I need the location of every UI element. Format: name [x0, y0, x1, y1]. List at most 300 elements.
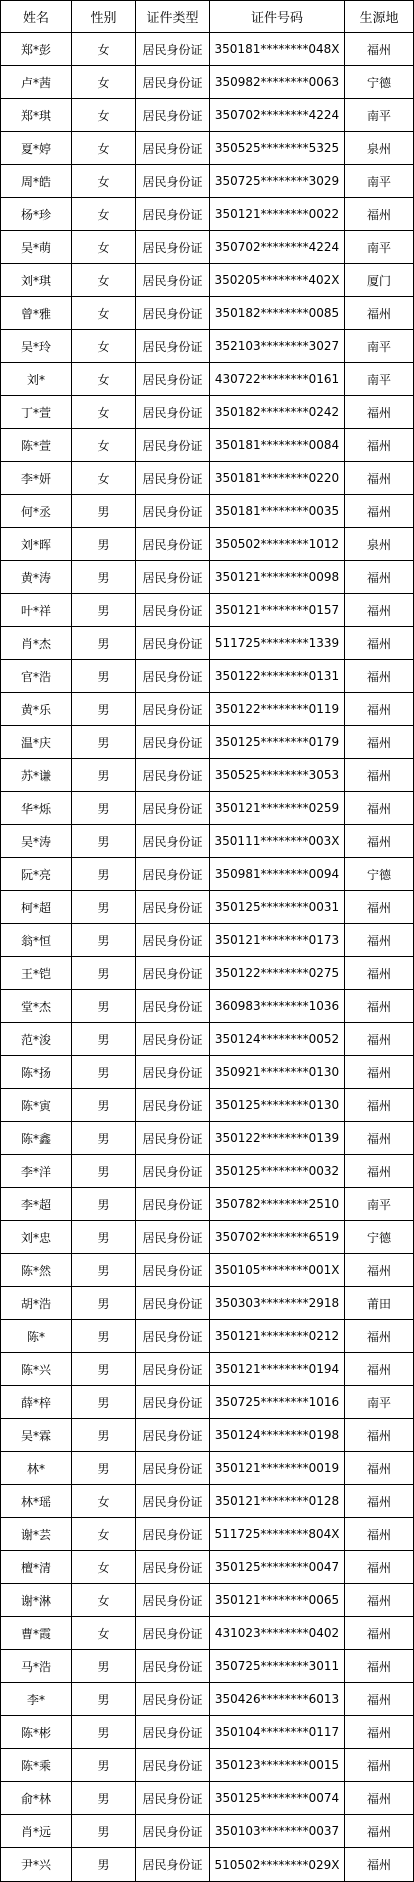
cell-origin: 福州 — [366, 1791, 391, 1806]
cell-name: 叶*祥 — [1, 594, 72, 626]
cell-id-number: 350121********0128 — [210, 1485, 345, 1517]
header-name: 姓名 — [1, 1, 72, 32]
cell-id-type: 居民身份证 — [136, 1683, 210, 1715]
cell-id-number: 350121********0022 — [210, 198, 345, 230]
cell-gender: 男 — [72, 759, 136, 791]
cell-gender: 男 — [72, 924, 136, 956]
cell-name: 谢*芸 — [1, 1518, 72, 1550]
cell-gender: 男 — [72, 1254, 136, 1286]
cell-name: 陈*兴 — [1, 1353, 72, 1385]
cell-gender: 女 — [72, 165, 136, 197]
cell-name: 吴*萌 — [1, 231, 72, 263]
cell-id-type: 居民身份证 — [136, 792, 210, 824]
cell-origin: 福州 — [366, 570, 391, 585]
cell-origin: 福州 — [366, 1758, 391, 1773]
cell-name: 李*洋 — [1, 1155, 72, 1187]
cell-id-number: 350111********003X — [210, 825, 345, 857]
cell-id-type: 居民身份证 — [136, 297, 210, 329]
table-row — [1, 627, 413, 660]
cell-id-type: 居民身份证 — [136, 33, 210, 65]
table-row — [1, 1716, 413, 1749]
cell-id-type: 居民身份证 — [136, 1254, 210, 1286]
cell-id-type: 居民身份证 — [136, 132, 210, 164]
cell-origin: 福州 — [366, 735, 391, 750]
header-id-type: 证件类型 — [136, 1, 210, 32]
cell-origin: 福州 — [366, 405, 391, 420]
cell-name: 肖*杰 — [1, 627, 72, 659]
cell-name: 林*瑶 — [1, 1485, 72, 1517]
cell-gender: 男 — [72, 1650, 136, 1682]
table-row — [1, 1287, 413, 1320]
cell-name: 檀*清 — [1, 1551, 72, 1583]
cell-id-number: 350182********0085 — [210, 297, 345, 329]
cell-gender: 男 — [72, 1089, 136, 1121]
cell-id-type: 居民身份证 — [136, 990, 210, 1022]
table-row — [1, 1815, 413, 1848]
cell-id-type: 居民身份证 — [136, 1353, 210, 1385]
cell-origin: 福州 — [366, 42, 391, 57]
cell-gender: 女 — [72, 264, 136, 296]
cell-origin: 福州 — [366, 1428, 391, 1443]
cell-id-type: 居民身份证 — [136, 1452, 210, 1484]
cell-id-type: 居民身份证 — [136, 660, 210, 692]
cell-id-number: 350121********0194 — [210, 1353, 345, 1385]
cell-origin: 南平 — [366, 372, 391, 387]
cell-id-type: 居民身份证 — [136, 561, 210, 593]
table-row — [1, 693, 413, 726]
cell-name: 陈*萱 — [1, 429, 72, 461]
cell-gender: 女 — [72, 198, 136, 230]
cell-origin: 泉州 — [366, 141, 391, 156]
table-row — [1, 1650, 413, 1683]
cell-gender: 男 — [72, 1716, 136, 1748]
cell-origin: 福州 — [366, 1494, 391, 1509]
table-row — [1, 990, 413, 1023]
table-row — [1, 528, 413, 561]
cell-id-type: 居民身份证 — [136, 1122, 210, 1154]
table-row — [1, 1089, 413, 1122]
table-row — [1, 1749, 413, 1782]
table-row — [1, 957, 413, 990]
cell-id-type: 居民身份证 — [136, 1518, 210, 1550]
table-row — [1, 66, 413, 99]
cell-gender: 男 — [72, 1056, 136, 1088]
cell-id-number: 350725********1016 — [210, 1386, 345, 1418]
cell-id-type: 居民身份证 — [136, 1419, 210, 1451]
cell-origin: 福州 — [366, 1527, 391, 1542]
cell-name: 卢*茜 — [1, 66, 72, 98]
cell-id-type: 居民身份证 — [136, 594, 210, 626]
cell-name: 柯*超 — [1, 891, 72, 923]
cell-name: 丁*萱 — [1, 396, 72, 428]
cell-id-number: 350124********0052 — [210, 1023, 345, 1055]
cell-gender: 女 — [72, 33, 136, 65]
cell-id-number: 350105********001X — [210, 1254, 345, 1286]
table-row — [1, 198, 413, 231]
table-row — [1, 858, 413, 891]
header-gender: 性别 — [72, 1, 136, 32]
cell-name: 何*丞 — [1, 495, 72, 527]
cell-origin: 福州 — [366, 1263, 391, 1278]
cell-name: 薛*梓 — [1, 1386, 72, 1418]
cell-id-number: 350525********5325 — [210, 132, 345, 164]
cell-origin: 福州 — [366, 603, 391, 618]
cell-name: 黄*乐 — [1, 693, 72, 725]
cell-name: 胡*浩 — [1, 1287, 72, 1319]
cell-id-type: 居民身份证 — [136, 198, 210, 230]
cell-id-number: 350124********0198 — [210, 1419, 345, 1451]
cell-name: 温*庆 — [1, 726, 72, 758]
cell-origin: 福州 — [366, 1362, 391, 1377]
cell-id-type: 居民身份证 — [136, 99, 210, 131]
cell-id-number: 431023********0402 — [210, 1617, 345, 1649]
cell-gender: 男 — [72, 957, 136, 989]
cell-id-number: 350702********6519 — [210, 1221, 345, 1253]
cell-id-type: 居民身份证 — [136, 1386, 210, 1418]
cell-id-number: 350921********0130 — [210, 1056, 345, 1088]
cell-id-number: 352103********3027 — [210, 330, 345, 362]
cell-id-type: 居民身份证 — [136, 231, 210, 263]
cell-id-number: 350982********0063 — [210, 66, 345, 98]
cell-id-type: 居民身份证 — [136, 1617, 210, 1649]
cell-name: 刘*晖 — [1, 528, 72, 560]
cell-name: 翁*恒 — [1, 924, 72, 956]
cell-name: 堂*杰 — [1, 990, 72, 1022]
cell-origin: 福州 — [366, 1593, 391, 1608]
cell-id-type: 居民身份证 — [136, 66, 210, 98]
cell-gender: 女 — [72, 363, 136, 395]
cell-origin: 福州 — [366, 999, 391, 1014]
cell-gender: 男 — [72, 1221, 136, 1253]
cell-id-type: 居民身份证 — [136, 1188, 210, 1220]
cell-origin: 福州 — [366, 306, 391, 321]
cell-name: 林* — [1, 1452, 72, 1484]
cell-id-number: 350121********0212 — [210, 1320, 345, 1352]
cell-id-number: 350121********0173 — [210, 924, 345, 956]
cell-gender: 男 — [72, 1848, 136, 1881]
cell-origin: 福州 — [366, 669, 391, 684]
cell-name: 陈*寅 — [1, 1089, 72, 1121]
cell-id-type: 居民身份证 — [136, 1023, 210, 1055]
cell-name: 陈*彬 — [1, 1716, 72, 1748]
cell-id-type: 居民身份证 — [136, 1287, 210, 1319]
cell-origin: 福州 — [366, 438, 391, 453]
table-row — [1, 1683, 413, 1716]
cell-id-number: 350725********3011 — [210, 1650, 345, 1682]
table-row — [1, 660, 413, 693]
cell-gender: 男 — [72, 660, 136, 692]
cell-origin: 福州 — [366, 834, 391, 849]
table-row — [1, 1254, 413, 1287]
cell-origin: 福州 — [366, 1065, 391, 1080]
table-row — [1, 924, 413, 957]
cell-name: 夏*婷 — [1, 132, 72, 164]
table-row — [1, 1452, 413, 1485]
cell-gender: 女 — [72, 132, 136, 164]
table-row — [1, 1617, 413, 1650]
cell-gender: 男 — [72, 726, 136, 758]
cell-gender: 男 — [72, 1353, 136, 1385]
cell-name: 曾*雅 — [1, 297, 72, 329]
cell-id-number: 350782********2510 — [210, 1188, 345, 1220]
cell-id-number: 350725********3029 — [210, 165, 345, 197]
cell-id-number: 350122********0275 — [210, 957, 345, 989]
cell-origin: 福州 — [366, 636, 391, 651]
cell-origin: 福州 — [366, 900, 391, 915]
cell-id-type: 居民身份证 — [136, 1485, 210, 1517]
table-row — [1, 1221, 413, 1254]
cell-id-type: 居民身份证 — [136, 1056, 210, 1088]
cell-id-number: 350981********0094 — [210, 858, 345, 890]
cell-gender: 女 — [72, 396, 136, 428]
table-row — [1, 297, 413, 330]
table-row — [1, 759, 413, 792]
cell-id-number: 350182********0242 — [210, 396, 345, 428]
cell-id-number: 350702********4224 — [210, 99, 345, 131]
cell-origin: 福州 — [366, 1131, 391, 1146]
table-row — [1, 1584, 413, 1617]
cell-id-number: 350181********0084 — [210, 429, 345, 461]
cell-origin: 厦门 — [366, 273, 391, 288]
cell-name: 陈*扬 — [1, 1056, 72, 1088]
cell-id-type: 居民身份证 — [136, 363, 210, 395]
cell-id-number: 350181********0220 — [210, 462, 345, 494]
table-row — [1, 1848, 413, 1881]
cell-id-type: 居民身份证 — [136, 1782, 210, 1814]
cell-id-number: 350123********0015 — [210, 1749, 345, 1781]
table-row — [1, 231, 413, 264]
header-origin: 生源地 — [359, 11, 399, 26]
cell-origin: 福州 — [366, 966, 391, 981]
cell-gender: 男 — [72, 528, 136, 560]
cell-origin: 福州 — [366, 471, 391, 486]
cell-origin: 福州 — [366, 1098, 391, 1113]
cell-id-number: 350122********0119 — [210, 693, 345, 725]
cell-name: 俞*林 — [1, 1782, 72, 1814]
cell-gender: 男 — [72, 792, 136, 824]
cell-gender: 男 — [72, 1320, 136, 1352]
cell-id-type: 居民身份证 — [136, 726, 210, 758]
cell-origin: 宁德 — [366, 75, 391, 90]
cell-id-type: 居民身份证 — [136, 1584, 210, 1616]
cell-origin: 福州 — [366, 1032, 391, 1047]
cell-id-number: 350122********0139 — [210, 1122, 345, 1154]
table-row — [1, 264, 413, 297]
cell-id-number: 350122********0131 — [210, 660, 345, 692]
table-row — [1, 825, 413, 858]
cell-origin: 泉州 — [366, 537, 391, 552]
table-row — [1, 1023, 413, 1056]
cell-gender: 男 — [72, 1122, 136, 1154]
cell-origin: 南平 — [366, 339, 391, 354]
cell-id-number: 350502********1012 — [210, 528, 345, 560]
cell-name: 郑*琪 — [1, 99, 72, 131]
cell-gender: 男 — [72, 891, 136, 923]
cell-id-number: 350121********0157 — [210, 594, 345, 626]
cell-origin: 福州 — [366, 1692, 391, 1707]
cell-id-number: 350525********3053 — [210, 759, 345, 791]
cell-origin: 福州 — [366, 933, 391, 948]
cell-id-type: 居民身份证 — [136, 627, 210, 659]
cell-id-number: 350205********402X — [210, 264, 345, 296]
cell-id-type: 居民身份证 — [136, 1848, 210, 1881]
cell-id-number: 510502********029X — [210, 1848, 345, 1881]
cell-origin: 南平 — [366, 240, 391, 255]
table-row — [1, 495, 413, 528]
cell-name: 苏*谦 — [1, 759, 72, 791]
cell-gender: 男 — [72, 495, 136, 527]
table-row — [1, 396, 413, 429]
cell-id-type: 居民身份证 — [136, 1650, 210, 1682]
cell-name: 尹*兴 — [1, 1848, 72, 1881]
cell-origin: 福州 — [366, 1725, 391, 1740]
cell-id-type: 居民身份证 — [136, 264, 210, 296]
cell-origin: 福州 — [366, 1626, 391, 1641]
cell-id-number: 350125********0047 — [210, 1551, 345, 1583]
cell-name: 郑*彭 — [1, 33, 72, 65]
cell-name: 李* — [1, 1683, 72, 1715]
table-row — [1, 1056, 413, 1089]
cell-gender: 男 — [72, 693, 136, 725]
cell-origin: 福州 — [366, 768, 391, 783]
table-row — [1, 462, 413, 495]
table-row — [1, 132, 413, 165]
cell-id-number: 350103********0037 — [210, 1815, 345, 1847]
cell-id-type: 居民身份证 — [136, 429, 210, 461]
cell-id-type: 居民身份证 — [136, 330, 210, 362]
cell-gender: 男 — [72, 858, 136, 890]
cell-gender: 男 — [72, 594, 136, 626]
cell-gender: 女 — [72, 462, 136, 494]
cell-name: 吴*霖 — [1, 1419, 72, 1451]
cell-gender: 男 — [72, 1815, 136, 1847]
cell-origin: 莆田 — [366, 1296, 391, 1311]
cell-origin: 福州 — [366, 1329, 391, 1344]
cell-gender: 女 — [72, 1617, 136, 1649]
table-row — [1, 594, 413, 627]
cell-origin: 福州 — [366, 1858, 391, 1872]
table-row — [1, 891, 413, 924]
cell-id-type: 居民身份证 — [136, 891, 210, 923]
cell-origin: 福州 — [366, 1659, 391, 1674]
table-row — [1, 99, 413, 132]
cell-name: 刘*琪 — [1, 264, 72, 296]
cell-gender: 男 — [72, 1287, 136, 1319]
cell-id-type: 居民身份证 — [136, 1221, 210, 1253]
cell-id-type: 居民身份证 — [136, 825, 210, 857]
cell-name: 李*超 — [1, 1188, 72, 1220]
cell-name: 吴*涛 — [1, 825, 72, 857]
cell-gender: 女 — [72, 330, 136, 362]
cell-name: 范*浚 — [1, 1023, 72, 1055]
cell-name: 陈* — [1, 1320, 72, 1352]
cell-origin: 福州 — [366, 1164, 391, 1179]
cell-id-type: 居民身份证 — [136, 1716, 210, 1748]
table-row — [1, 1320, 413, 1353]
cell-id-type: 居民身份证 — [136, 1551, 210, 1583]
table-body — [1, 33, 413, 1881]
cell-id-number: 350125********0032 — [210, 1155, 345, 1187]
table-row — [1, 429, 413, 462]
cell-gender: 男 — [72, 1419, 136, 1451]
cell-id-number: 350303********2918 — [210, 1287, 345, 1319]
table-row — [1, 1155, 413, 1188]
table-row — [1, 1386, 413, 1419]
cell-name: 周*皓 — [1, 165, 72, 197]
cell-name: 肖*远 — [1, 1815, 72, 1847]
cell-name: 黄*涛 — [1, 561, 72, 593]
cell-id-type: 居民身份证 — [136, 396, 210, 428]
cell-id-number: 350181********048X — [210, 33, 345, 65]
cell-gender: 男 — [72, 825, 136, 857]
cell-id-type: 居民身份证 — [136, 693, 210, 725]
cell-name: 华*烁 — [1, 792, 72, 824]
cell-id-number: 350125********0031 — [210, 891, 345, 923]
cell-id-number: 511725********1339 — [210, 627, 345, 659]
cell-gender: 女 — [72, 231, 136, 263]
cell-id-type: 居民身份证 — [136, 759, 210, 791]
cell-gender: 男 — [72, 627, 136, 659]
cell-id-number: 350104********0117 — [210, 1716, 345, 1748]
table-row — [1, 561, 413, 594]
cell-name: 杨*珍 — [1, 198, 72, 230]
cell-gender: 男 — [72, 1749, 136, 1781]
cell-id-number: 430722********0161 — [210, 363, 345, 395]
cell-origin: 福州 — [366, 1461, 391, 1476]
cell-gender: 男 — [72, 990, 136, 1022]
cell-gender: 女 — [72, 99, 136, 131]
cell-id-type: 居民身份证 — [136, 528, 210, 560]
table-row — [1, 792, 413, 825]
cell-id-number: 511725********804X — [210, 1518, 345, 1550]
table-row — [1, 330, 413, 363]
cell-name: 吴*玲 — [1, 330, 72, 362]
cell-id-type: 居民身份证 — [136, 462, 210, 494]
table-row — [1, 33, 413, 66]
table-row — [1, 726, 413, 759]
cell-gender: 男 — [72, 1386, 136, 1418]
cell-id-type: 居民身份证 — [136, 1155, 210, 1187]
table-header-row — [1, 1, 413, 33]
table-row — [1, 1518, 413, 1551]
table-row — [1, 1353, 413, 1386]
cell-origin: 南平 — [366, 1395, 391, 1410]
cell-name: 阮*亮 — [1, 858, 72, 890]
cell-name: 李*妍 — [1, 462, 72, 494]
table-row — [1, 363, 413, 396]
table-row — [1, 1188, 413, 1221]
cell-id-type: 居民身份证 — [136, 495, 210, 527]
table-row — [1, 1485, 413, 1518]
cell-origin: 宁德 — [366, 867, 391, 882]
cell-name: 陈*鑫 — [1, 1122, 72, 1154]
cell-id-type: 居民身份证 — [136, 957, 210, 989]
cell-gender: 女 — [72, 1485, 136, 1517]
cell-id-number: 350121********0019 — [210, 1452, 345, 1484]
table-row — [1, 1419, 413, 1452]
cell-gender: 女 — [72, 429, 136, 461]
cell-origin: 福州 — [366, 1560, 391, 1575]
cell-gender: 男 — [72, 1782, 136, 1814]
cell-gender: 男 — [72, 1023, 136, 1055]
cell-origin: 南平 — [366, 174, 391, 189]
cell-name: 王*铠 — [1, 957, 72, 989]
cell-id-type: 居民身份证 — [136, 1320, 210, 1352]
cell-gender: 女 — [72, 297, 136, 329]
cell-gender: 男 — [72, 1155, 136, 1187]
cell-id-number: 350125********0179 — [210, 726, 345, 758]
table-row — [1, 1122, 413, 1155]
